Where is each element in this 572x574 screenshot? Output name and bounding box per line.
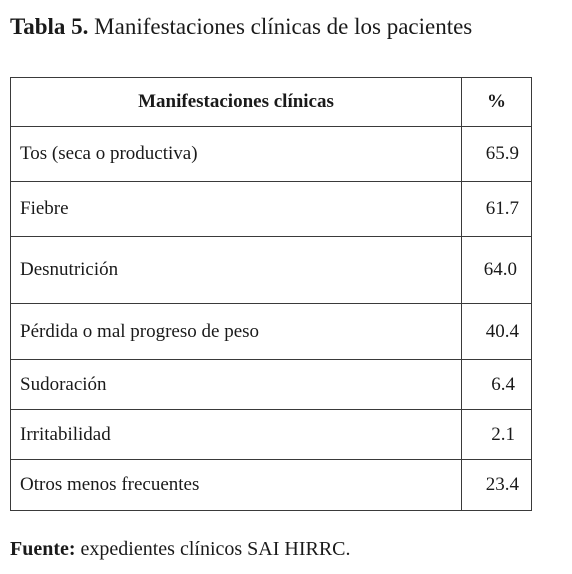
table-row — [11, 304, 532, 360]
row-name: Pérdida o mal progreso de peso — [11, 304, 462, 360]
row-value: 23.4 — [462, 460, 532, 511]
row-value: 65.9 — [462, 127, 532, 182]
table-caption — [10, 14, 472, 40]
table-caption-text: Manifestaciones clínicas de los pacientes — [94, 14, 473, 39]
row-value: 2.1 — [462, 410, 532, 460]
clinical-manifestations-table — [10, 77, 532, 511]
row-name: Irritabilidad — [11, 410, 462, 460]
table-caption-label: Tabla 5. — [10, 14, 89, 39]
table-row — [11, 460, 532, 511]
table-row — [11, 360, 532, 410]
header-percent: % — [462, 78, 532, 127]
row-value: 64.0 — [462, 237, 532, 304]
row-value: 6.4 — [462, 360, 532, 410]
row-name: Otros menos frecuentes — [11, 460, 462, 511]
table-row — [11, 127, 532, 182]
row-name: Fiebre — [11, 182, 462, 237]
row-name: Tos (seca o productiva) — [11, 127, 462, 182]
table-row — [11, 410, 532, 460]
table-row — [11, 182, 532, 237]
table-header-row — [11, 78, 532, 127]
row-name: Sudoración — [11, 360, 462, 410]
source-note — [10, 538, 351, 561]
row-value: 40.4 — [462, 304, 532, 360]
table-row — [11, 237, 532, 304]
row-value: 61.7 — [462, 182, 532, 237]
source-label: Fuente: — [10, 538, 76, 560]
row-name: Desnutrición — [11, 237, 462, 304]
header-manifestations: Manifestaciones clínicas — [11, 78, 462, 127]
source-text: expedientes clínicos SAI HIRRC. — [80, 538, 351, 560]
